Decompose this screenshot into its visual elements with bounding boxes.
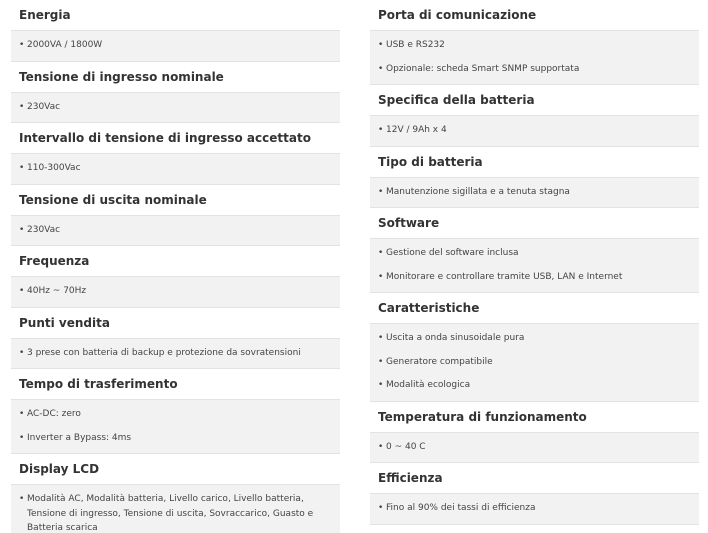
section-body: [11, 30, 340, 62]
spec-item: • AC-DC: zero: [19, 404, 332, 425]
spec-section-caratteristiche: [370, 293, 699, 402]
section-title: Specifica della batteria: [378, 93, 535, 107]
section-body: [11, 276, 340, 308]
section-body: [370, 323, 699, 402]
spec-section-display-lcd: [11, 454, 340, 533]
spec-item: • Gestione del software inclusa: [378, 243, 691, 264]
spec-item: • Monitorare e controllare tramite USB, LAN e Internet: [378, 267, 691, 288]
spec-item: • 2000VA / 1800W: [19, 35, 332, 56]
section-title: Tempo di trasferimento: [19, 377, 178, 391]
spec-section-tempo-trasferimento: [11, 369, 340, 454]
spec-column-right: [370, 0, 699, 525]
section-title: Frequenza: [19, 254, 90, 268]
section-body: [11, 153, 340, 185]
section-body: [370, 493, 699, 525]
spec-section-energia: [11, 0, 340, 62]
spec-item: • Inverter a Bypass: 4ms: [19, 428, 332, 449]
spec-item: • Fino al 90% dei tassi di efficienza: [378, 498, 691, 519]
spec-item: • 110-300Vac: [19, 158, 332, 179]
spec-item: • Manutenzione sigillata e a tenuta stagna: [378, 182, 691, 203]
spec-section-punti-vendita: [11, 308, 340, 370]
section-title: Energia: [19, 8, 71, 22]
section-body: [370, 432, 699, 464]
section-title: Tensione di uscita nominale: [19, 192, 207, 207]
spec-section-software: [370, 208, 699, 293]
section-title: Punti vendita: [19, 315, 110, 330]
spec-column-left: [11, 0, 340, 533]
spec-item: • Opzionale: scheda Smart SNMP supportata: [378, 59, 691, 80]
spec-item: • 230Vac: [19, 220, 332, 241]
spec-section-frequenza: [11, 246, 340, 308]
section-body: [370, 177, 699, 209]
section-body: [11, 215, 340, 247]
section-title: Temperatura di funzionamento: [378, 409, 587, 424]
spec-section-porta-comunicazione: [370, 0, 699, 85]
section-body: [11, 338, 340, 370]
spec-section-specifica-batteria: [370, 85, 699, 147]
spec-section-tipo-batteria: [370, 147, 699, 209]
section-title: Tipo di batteria: [378, 154, 483, 169]
spec-item: • 3 prese con batteria di backup e protezione da sovratensioni: [19, 343, 332, 364]
section-title: Display LCD: [19, 462, 100, 476]
section-title: Tensione di ingresso nominale: [19, 69, 224, 84]
section-body: [11, 399, 340, 454]
section-body: [370, 30, 699, 85]
spec-item: • Generatore compatibile: [378, 352, 691, 373]
spec-item: • Modalità ecologica: [378, 375, 691, 396]
section-title: Caratteristiche: [378, 301, 480, 315]
section-title: Porta di comunicazione: [378, 8, 537, 22]
spec-section-tensione-uscita-nominale: [11, 185, 340, 247]
spec-section-intervallo-tensione: [11, 123, 340, 185]
section-body: [370, 115, 699, 147]
spec-item: • USB e RS232: [378, 35, 691, 56]
spec-section-temperatura: [370, 402, 699, 464]
spec-item: • 40Hz ~ 70Hz: [19, 281, 332, 302]
section-title: Intervallo di tensione di ingresso accettato: [19, 131, 311, 145]
section-body: [11, 92, 340, 124]
section-title: Efficienza: [378, 471, 443, 485]
section-body: [11, 484, 340, 533]
spec-section-tensione-ingresso-nominale: [11, 62, 340, 124]
spec-section-efficienza: [370, 463, 699, 525]
spec-item: • Uscita a onda sinusoidale pura: [378, 328, 691, 349]
spec-item: • Modalità AC, Modalità batteria, Livello carico, Livello batteria, Tensione di ingresso, Tensione di uscita, Sovraccarico, Guasto e Batteria scarica: [19, 489, 332, 533]
section-title: Software: [378, 216, 440, 230]
section-body: [370, 238, 699, 293]
spec-item: • 230Vac: [19, 97, 332, 118]
spec-item: • 0 ~ 40 C: [378, 437, 691, 458]
spec-item: • 12V / 9Ah x 4: [378, 120, 691, 141]
